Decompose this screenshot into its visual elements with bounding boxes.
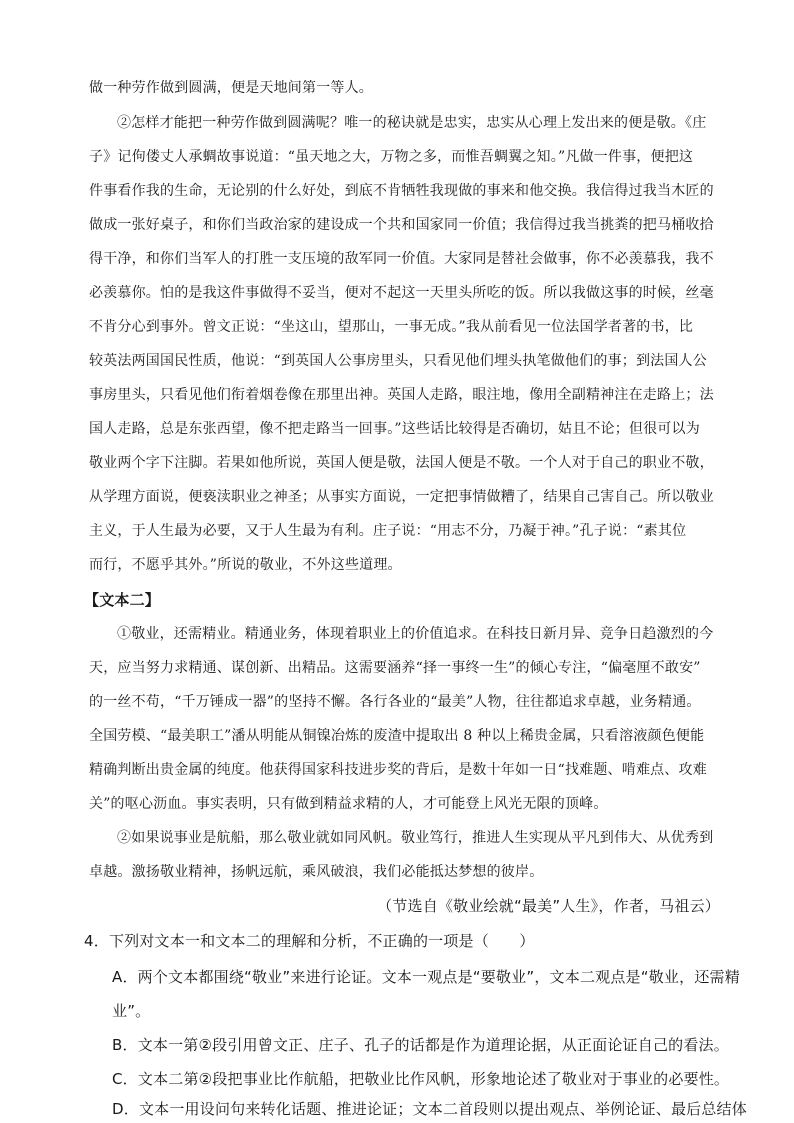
text1-line: 较英法两国国民性质，他说：“到英国人公事房里头，只看见他们埋头执笔做他们的事；到法国人公 bbox=[89, 353, 707, 369]
text2-line: 精确判断出贵金属的纯度。他获得国家科技进步奖的背后，是数十年如一日“找难题、啃难点、攻难 bbox=[89, 762, 707, 778]
text2-heading: 【文本二】 bbox=[84, 591, 161, 609]
text2-line: 全国劳模、“最美职工”潘从明能从铜镍冶炼的废渣中提取出 8 种以上稀贵金属，只看溶液颜色便能 bbox=[89, 728, 705, 744]
text1-line: 而行，不愿乎其外。”所说的敬业，不外这些道理。 bbox=[89, 557, 402, 573]
text1-line: 国人走路，总是东张西望，像不把走路当一回事。”这些话比较得是否确切，姑且不论；但很可以为 bbox=[89, 421, 700, 437]
question-stem: 4．下列对文本一和文本二的理解和分析，不正确的一项是（ ） bbox=[84, 932, 535, 950]
text1-line: 必羡慕你。怕的是我这件事做得不妥当，便对不起这一天里头所吃的饭。所以我做这事的时候，丝毫 bbox=[89, 285, 714, 301]
text1-line: 从学理方面说，便亵渎职业之神圣；从事实方面说，一定把事情做糟了，结果自己害自己。所以敬业 bbox=[89, 489, 714, 505]
text2-line: ①敬业，还需精业。精通业务，体现着职业上的价值追求。在科技日新月异、竞争日趋激烈的今 bbox=[117, 626, 714, 642]
text2-line: 卓越。激扬敬业精神，扬帆远航，乘风破浪，我们必能抵达梦想的彼岸。 bbox=[89, 864, 544, 880]
option-d[interactable]: D．文本一用设问句来转化话题、推进论证；文本二首段则以提出观点、举例论证、最后总结体 bbox=[112, 1100, 747, 1118]
option-a[interactable]: A．两个文本都围绕“敬业”来进行论证。文本一观点是“要敬业”，文本二观点是“敬业，还需精 bbox=[112, 968, 740, 986]
text1-line: 不肯分心到事外。曾文正说：“坐这山，望那山，一事无成。”我从前看见一位法国学者著的书，比 bbox=[89, 319, 694, 335]
text1-line: 子》记佝偻丈人承蜩故事说道：“虽天地之大，万物之多，而惟吾蜩翼之知。”凡做一件事，便把这 bbox=[89, 149, 694, 165]
text1-line: 件事看作我的生命，无论别的什么好处，到底不肯牺牲我现做的事来和他交换。我信得过我当木匠的 bbox=[89, 183, 714, 199]
text2-line: 天，应当努力求精通、谋创新、出精品。这需要涵养“择一事终一生”的倾心专注，“偏毫厘不敢安” bbox=[89, 660, 701, 676]
option-c[interactable]: C．文本二第②段把事业比作航船，把敬业比作风帆，形象地论述了敬业对于事业的必要性。 bbox=[112, 1070, 730, 1088]
text2-line: 关”的呕心沥血。事实表明，只有做到精益求精的人，才可能登上风光无限的顶峰。 bbox=[89, 796, 608, 812]
option-a-continued: 业”。 bbox=[112, 1002, 151, 1020]
text1-line: ②怎样才能把一种劳作做到圆满呢？唯一的秘诀就是忠实，忠实从心理上发出来的便是敬。《庄 bbox=[117, 115, 707, 131]
text1-line: 做一种劳作做到圆满，便是天地间第一等人。 bbox=[89, 80, 373, 96]
text2-source: （节选自《敬业绘就“最美”人生》，作者，马祖云） bbox=[377, 897, 720, 915]
text2-line: 的一丝不苟，“千万锤成一器”的坚持不懈。各行各业的“最美”人物，往往都追求卓越，业务精通。 bbox=[89, 694, 701, 710]
text1-line: 事房里头，只看见他们衔着烟卷像在那里出神。英国人走路，眼注地，像用全副精神注在走路上；法 bbox=[89, 387, 714, 403]
text1-line: 敬业两个字下注脚。若果如他所说，英国人便是敬，法国人便是不敬。一个人对于自己的职业不敬， bbox=[89, 455, 714, 471]
text1-line: 得干净，和你们当军人的打胜一支压境的敌军同一价值。大家同是替社会做事，你不必羡慕我，我不 bbox=[89, 251, 714, 267]
text1-line: 做成一张好桌子，和你们当政治家的建设成一个共和国家同一价值；我信得过我当挑粪的把马桶收拾 bbox=[89, 217, 714, 233]
text1-line: 主义，于人生最为必要，又于人生最为有利。庄子说：“用志不分，乃凝于神。”孔子说：“素其位 bbox=[89, 523, 687, 539]
option-b[interactable]: B．文本一第②段引用曾文正、庄子、孔子的话都是作为道理论据，从正面论证自己的看法。 bbox=[112, 1036, 729, 1054]
text2-line: ②如果说事业是航船，那么敬业就如同风帆。敬业笃行，推进人生实现从平凡到伟大、从优秀到 bbox=[117, 830, 714, 846]
